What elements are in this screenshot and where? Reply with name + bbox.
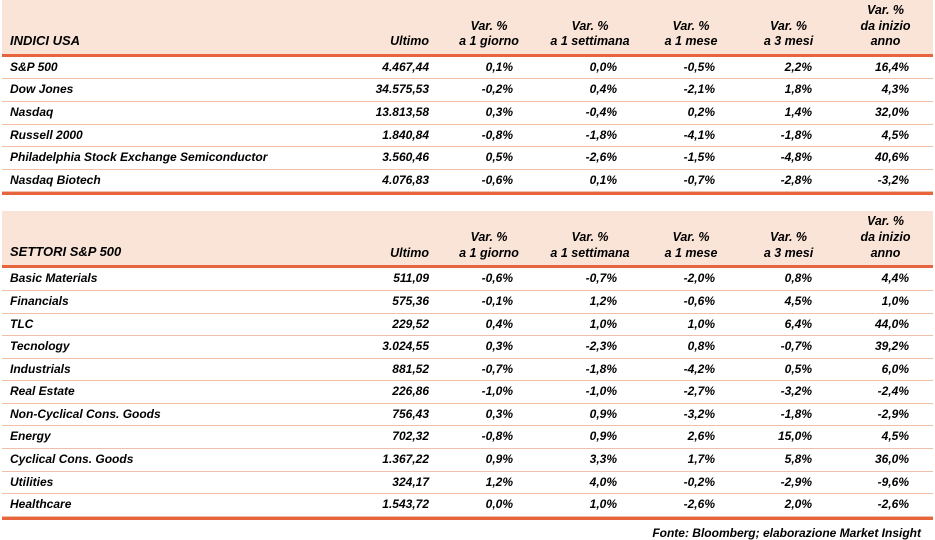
row-label: Philadelphia Stock Exchange Semiconductor [2,147,335,170]
row-var-inizioanno: 1,0% [836,290,933,313]
row-var-3mesi: 6,4% [739,313,836,336]
table-row [2,79,933,102]
row-var-inizioanno: -2,4% [836,381,933,404]
column-header-var-1settimana: Var. % a 1 settimana [537,0,641,54]
row-var-inizioanno: 40,6% [836,147,933,170]
row-var-1mese: 0,8% [641,336,739,359]
settori-sp500-table [2,211,933,519]
row-var-1giorno: 0,5% [439,147,537,170]
row-var-3mesi: -2,8% [739,169,836,192]
row-var-1mese: -2,6% [641,494,739,517]
row-var-1giorno: -0,6% [439,268,537,290]
row-var-inizioanno: 4,5% [836,124,933,147]
row-var-inizioanno: -2,6% [836,494,933,517]
table-row [2,102,933,125]
row-var-1mese: -1,5% [641,147,739,170]
row-var-1mese: -2,0% [641,268,739,290]
table-row [2,449,933,472]
row-var-1mese: -0,5% [641,57,739,79]
column-header-var-1giorno: Var. % a 1 giorno [439,0,537,54]
row-var-1giorno: 1,2% [439,471,537,494]
table-row [2,57,933,79]
row-var-inizioanno: -2,9% [836,403,933,426]
row-var-3mesi: 15,0% [739,426,836,449]
indici-usa-table [2,0,933,195]
row-var-inizioanno: 36,0% [836,449,933,472]
column-header-var-inizioanno: Var. % da inizio anno [836,211,933,265]
table-row [2,124,933,147]
row-ultimo: 1.543,72 [335,494,439,517]
row-var-3mesi: 0,5% [739,358,836,381]
column-header-var-1settimana: Var. % a 1 settimana [537,211,641,265]
table-row [2,147,933,170]
row-ultimo: 3.024,55 [335,336,439,359]
row-var-1giorno: 0,3% [439,102,537,125]
row-ultimo: 575,36 [335,290,439,313]
row-var-1settimana: 1,2% [537,290,641,313]
row-var-1settimana: 3,3% [537,449,641,472]
row-var-1mese: -4,1% [641,124,739,147]
row-label: Dow Jones [2,79,335,102]
row-var-1settimana: 1,0% [537,494,641,517]
row-ultimo: 1.840,84 [335,124,439,147]
row-var-1mese: 1,0% [641,313,739,336]
table-row [2,494,933,517]
row-var-1mese: -0,6% [641,290,739,313]
row-var-1settimana: -2,3% [537,336,641,359]
column-header-var-1mese: Var. % a 1 mese [641,211,739,265]
row-var-1giorno: -1,0% [439,381,537,404]
row-label: Nasdaq [2,102,335,125]
row-label: Industrials [2,358,335,381]
row-label: Cyclical Cons. Goods [2,449,335,472]
column-header-var-3mesi: Var. % a 3 mesi [739,0,836,54]
row-ultimo: 881,52 [335,358,439,381]
row-ultimo: 756,43 [335,403,439,426]
row-var-1settimana: -1,0% [537,381,641,404]
row-var-3mesi: -2,9% [739,471,836,494]
row-var-inizioanno: 39,2% [836,336,933,359]
row-var-3mesi: -0,7% [739,336,836,359]
column-header-var-1mese: Var. % a 1 mese [641,0,739,54]
row-ultimo: 511,09 [335,268,439,290]
table-row [2,313,933,336]
column-header-ultimo: Ultimo [335,0,439,54]
row-var-inizioanno: 16,4% [836,57,933,79]
table-row [2,169,933,192]
row-label: S&P 500 [2,57,335,79]
row-var-1settimana: 4,0% [537,471,641,494]
settori-header-row [2,211,933,265]
row-var-3mesi: 0,8% [739,268,836,290]
row-ultimo: 1.367,22 [335,449,439,472]
row-var-1settimana: 0,4% [537,79,641,102]
row-var-1giorno: 0,3% [439,403,537,426]
row-var-1settimana: 1,0% [537,313,641,336]
row-var-1giorno: 0,9% [439,449,537,472]
row-label: Healthcare [2,494,335,517]
row-var-1settimana: 0,9% [537,403,641,426]
row-var-1settimana: 0,9% [537,426,641,449]
row-var-1mese: 0,2% [641,102,739,125]
settori-title: SETTORI S&P 500 [2,211,335,265]
table-row [2,381,933,404]
row-var-1giorno: -0,7% [439,358,537,381]
column-header-ultimo: Ultimo [335,211,439,265]
row-var-1settimana: -0,7% [537,268,641,290]
table-row [2,426,933,449]
row-var-1mese: -4,2% [641,358,739,381]
row-label: Nasdaq Biotech [2,169,335,192]
row-var-1settimana: -0,4% [537,102,641,125]
row-var-1mese: -2,7% [641,381,739,404]
row-var-1giorno: -0,2% [439,79,537,102]
row-var-1settimana: 0,1% [537,169,641,192]
row-var-inizioanno: 6,0% [836,358,933,381]
row-var-3mesi: 5,8% [739,449,836,472]
column-header-var-1giorno: Var. % a 1 giorno [439,211,537,265]
row-var-1settimana: -2,6% [537,147,641,170]
row-var-1settimana: -1,8% [537,358,641,381]
table-row [2,336,933,359]
source-note: Fonte: Bloomberg; elaborazione Market Insight [652,525,921,540]
row-var-1giorno: -0,8% [439,426,537,449]
row-var-3mesi: 1,4% [739,102,836,125]
row-label: Financials [2,290,335,313]
row-var-1mese: 2,6% [641,426,739,449]
row-ultimo: 229,52 [335,313,439,336]
section-gap [2,195,933,211]
row-var-1giorno: 0,3% [439,336,537,359]
row-label: Russell 2000 [2,124,335,147]
row-var-3mesi: 4,5% [739,290,836,313]
row-var-inizioanno: -9,6% [836,471,933,494]
table-row [2,290,933,313]
row-var-1giorno: 0,4% [439,313,537,336]
row-var-3mesi: 2,2% [739,57,836,79]
row-var-1mese: -3,2% [641,403,739,426]
row-var-3mesi: -1,8% [739,124,836,147]
row-var-inizioanno: 44,0% [836,313,933,336]
row-var-3mesi: 2,0% [739,494,836,517]
row-var-inizioanno: 4,5% [836,426,933,449]
row-var-1settimana: 0,0% [537,57,641,79]
row-ultimo: 4.467,44 [335,57,439,79]
row-label: Real Estate [2,381,335,404]
row-label: Tecnology [2,336,335,359]
row-var-1giorno: -0,6% [439,169,537,192]
row-var-1mese: -2,1% [641,79,739,102]
row-var-3mesi: 1,8% [739,79,836,102]
row-ultimo: 13.813,58 [335,102,439,125]
row-ultimo: 34.575,53 [335,79,439,102]
row-var-1settimana: -1,8% [537,124,641,147]
row-var-inizioanno: 32,0% [836,102,933,125]
row-label: Basic Materials [2,268,335,290]
table-row [2,403,933,426]
row-ultimo: 226,86 [335,381,439,404]
row-var-1mese: 1,7% [641,449,739,472]
row-var-3mesi: -3,2% [739,381,836,404]
row-var-3mesi: -1,8% [739,403,836,426]
row-ultimo: 3.560,46 [335,147,439,170]
row-var-inizioanno: -3,2% [836,169,933,192]
column-header-var-inizioanno: Var. % da inizio anno [836,0,933,54]
row-label: Energy [2,426,335,449]
row-var-1giorno: 0,0% [439,494,537,517]
row-label: Utilities [2,471,335,494]
table-row [2,358,933,381]
row-label: Non-Cyclical Cons. Goods [2,403,335,426]
row-label: TLC [2,313,335,336]
row-var-3mesi: -4,8% [739,147,836,170]
row-var-1giorno: -0,8% [439,124,537,147]
row-ultimo: 702,32 [335,426,439,449]
table-row [2,471,933,494]
row-var-1giorno: 0,1% [439,57,537,79]
row-var-1mese: -0,2% [641,471,739,494]
indici-usa-title: INDICI USA [2,0,335,54]
row-var-inizioanno: 4,3% [836,79,933,102]
indici-usa-header-row [2,0,933,54]
row-var-1mese: -0,7% [641,169,739,192]
row-var-inizioanno: 4,4% [836,268,933,290]
table-row [2,268,933,290]
column-header-var-3mesi: Var. % a 3 mesi [739,211,836,265]
row-ultimo: 4.076,83 [335,169,439,192]
row-ultimo: 324,17 [335,471,439,494]
row-var-1giorno: -0,1% [439,290,537,313]
